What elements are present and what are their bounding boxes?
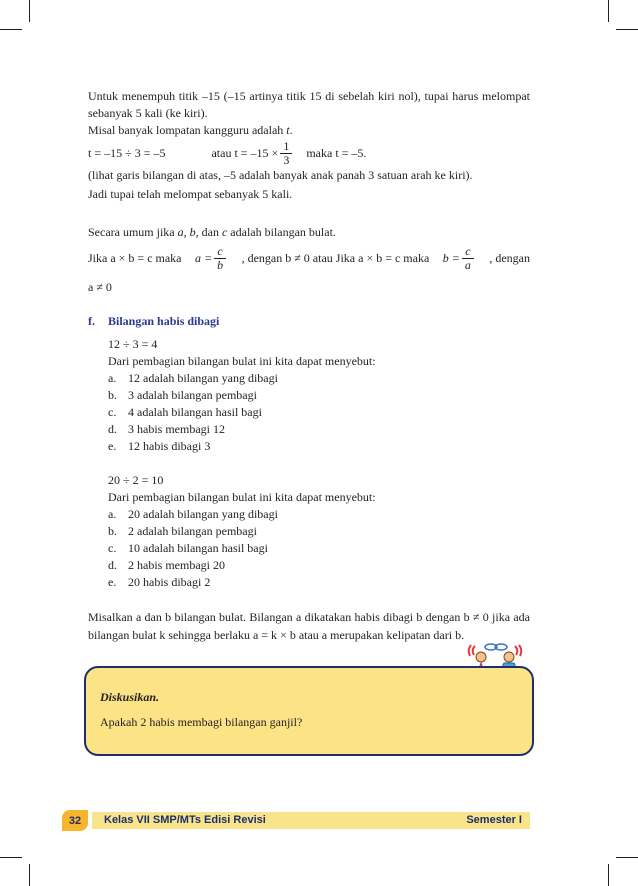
page-content	[88, 88, 530, 644]
crop-mark	[0, 857, 22, 858]
intro-line-5: Jadi tupai telah melompat sebanyak 5 kali.	[88, 187, 293, 201]
crop-mark	[29, 0, 30, 22]
list-item: a. 20 adalah bilangan yang dibagi	[108, 507, 278, 521]
list-item: a. 12 adalah bilangan yang dibagi	[108, 371, 278, 385]
intro-line-1: Untuk menempuh titik –15 (–15 artinya titik 15 di sebelah kiri nol), tupai harus melompat sebanyak 5 kali (ke kiri).	[88, 89, 530, 120]
crop-mark	[616, 29, 638, 30]
intro-line-4: (lihat garis bilangan di atas, –5 adalah banyak anak panah 3 satuan arah ke kiri).	[88, 168, 473, 182]
intro-line-2: Misal banyak lompatan kangguru adalah t.	[88, 123, 293, 137]
list-item: b. 2 adalah bilangan pembagi	[108, 524, 257, 538]
list-item: b. 3 adalah bilangan pembagi	[108, 388, 257, 402]
list-item: e. 12 habis dibagi 3	[108, 439, 211, 453]
page-number: 32	[62, 810, 88, 831]
crop-mark	[616, 857, 638, 858]
list-item: e. 20 habis dibagi 2	[108, 575, 211, 589]
example-2: 20 ÷ 2 = 10 Dari pembagian bilangan bulat ini kita dapat menyebut: a. 20 adalah bilangan yang dibagi b. 2 adalah bilangan pembagi c. 10 adalah bilangan hasil bagi d. 2 habis membagi 20 e. 20 habis dibagi 2	[88, 472, 530, 591]
example-1: 12 ÷ 3 = 4 Dari pembagian bilangan bulat ini kita dapat menyebut: a. 12 adalah bilangan yang dibagi b. 3 adalah bilangan pembagi c. 4 adalah bilangan hasil bagi d. 3 habis membagi 12 e. 12 habis dibagi 3	[88, 336, 530, 455]
fraction-one-third: $\frac{1}{3}$	[280, 140, 292, 167]
example-1-list	[108, 370, 530, 455]
section-f-heading: f. Bilangan habis dibagi	[88, 314, 220, 328]
discussion-title: Diskusikan.	[100, 690, 160, 704]
list-item: c. 4 adalah bilangan hasil bagi	[108, 405, 262, 419]
crop-mark	[29, 864, 30, 886]
section-title: Bilangan habis dibagi	[108, 314, 220, 328]
discussion-box	[84, 666, 534, 756]
example-2-list	[108, 506, 530, 591]
intro-equation: t = –15 ÷ 3 = –5 atau t = –15 × $\frac{1}{3}$ maka t = –5.	[88, 139, 367, 167]
fraction-c-over-a: $\frac{c}{a}$	[462, 245, 474, 272]
semester-label: Semester I	[466, 814, 522, 826]
list-item: d. 3 habis membagi 12	[108, 422, 225, 436]
divisibility-definition: Misalkan a dan b bilangan bulat. Bilangan a dikatakan habis dibagi b dengan b ≠ 0 jika ada bilangan bulat k sehingga berlaku a = k × b atau a merupakan kelipatan dari b.	[88, 610, 530, 642]
fraction-c-over-b: $\frac{c}{b}$	[214, 245, 226, 272]
general-rule: Jika a × b = c maka a = $\frac{c}{b}$ , dengan b ≠ 0 atau Jika a × b = c maka b = $\frac{c}{a}$ , dengan	[88, 244, 530, 272]
crop-mark	[608, 0, 609, 22]
list-item: d. 2 habis membagi 20	[108, 558, 225, 572]
list-item: c. 10 adalah bilangan hasil bagi	[108, 541, 268, 555]
book-title: Kelas VII SMP/MTs Edisi Revisi	[104, 814, 266, 826]
general-rule-tail: a ≠ 0	[88, 280, 112, 294]
discussion-question: Apakah 2 habis membagi bilangan ganjil?	[100, 715, 303, 729]
general-intro: Secara umum jika a, b, dan c adalah bilangan bulat.	[88, 225, 336, 239]
crop-mark	[0, 29, 22, 30]
crop-mark	[608, 864, 609, 886]
